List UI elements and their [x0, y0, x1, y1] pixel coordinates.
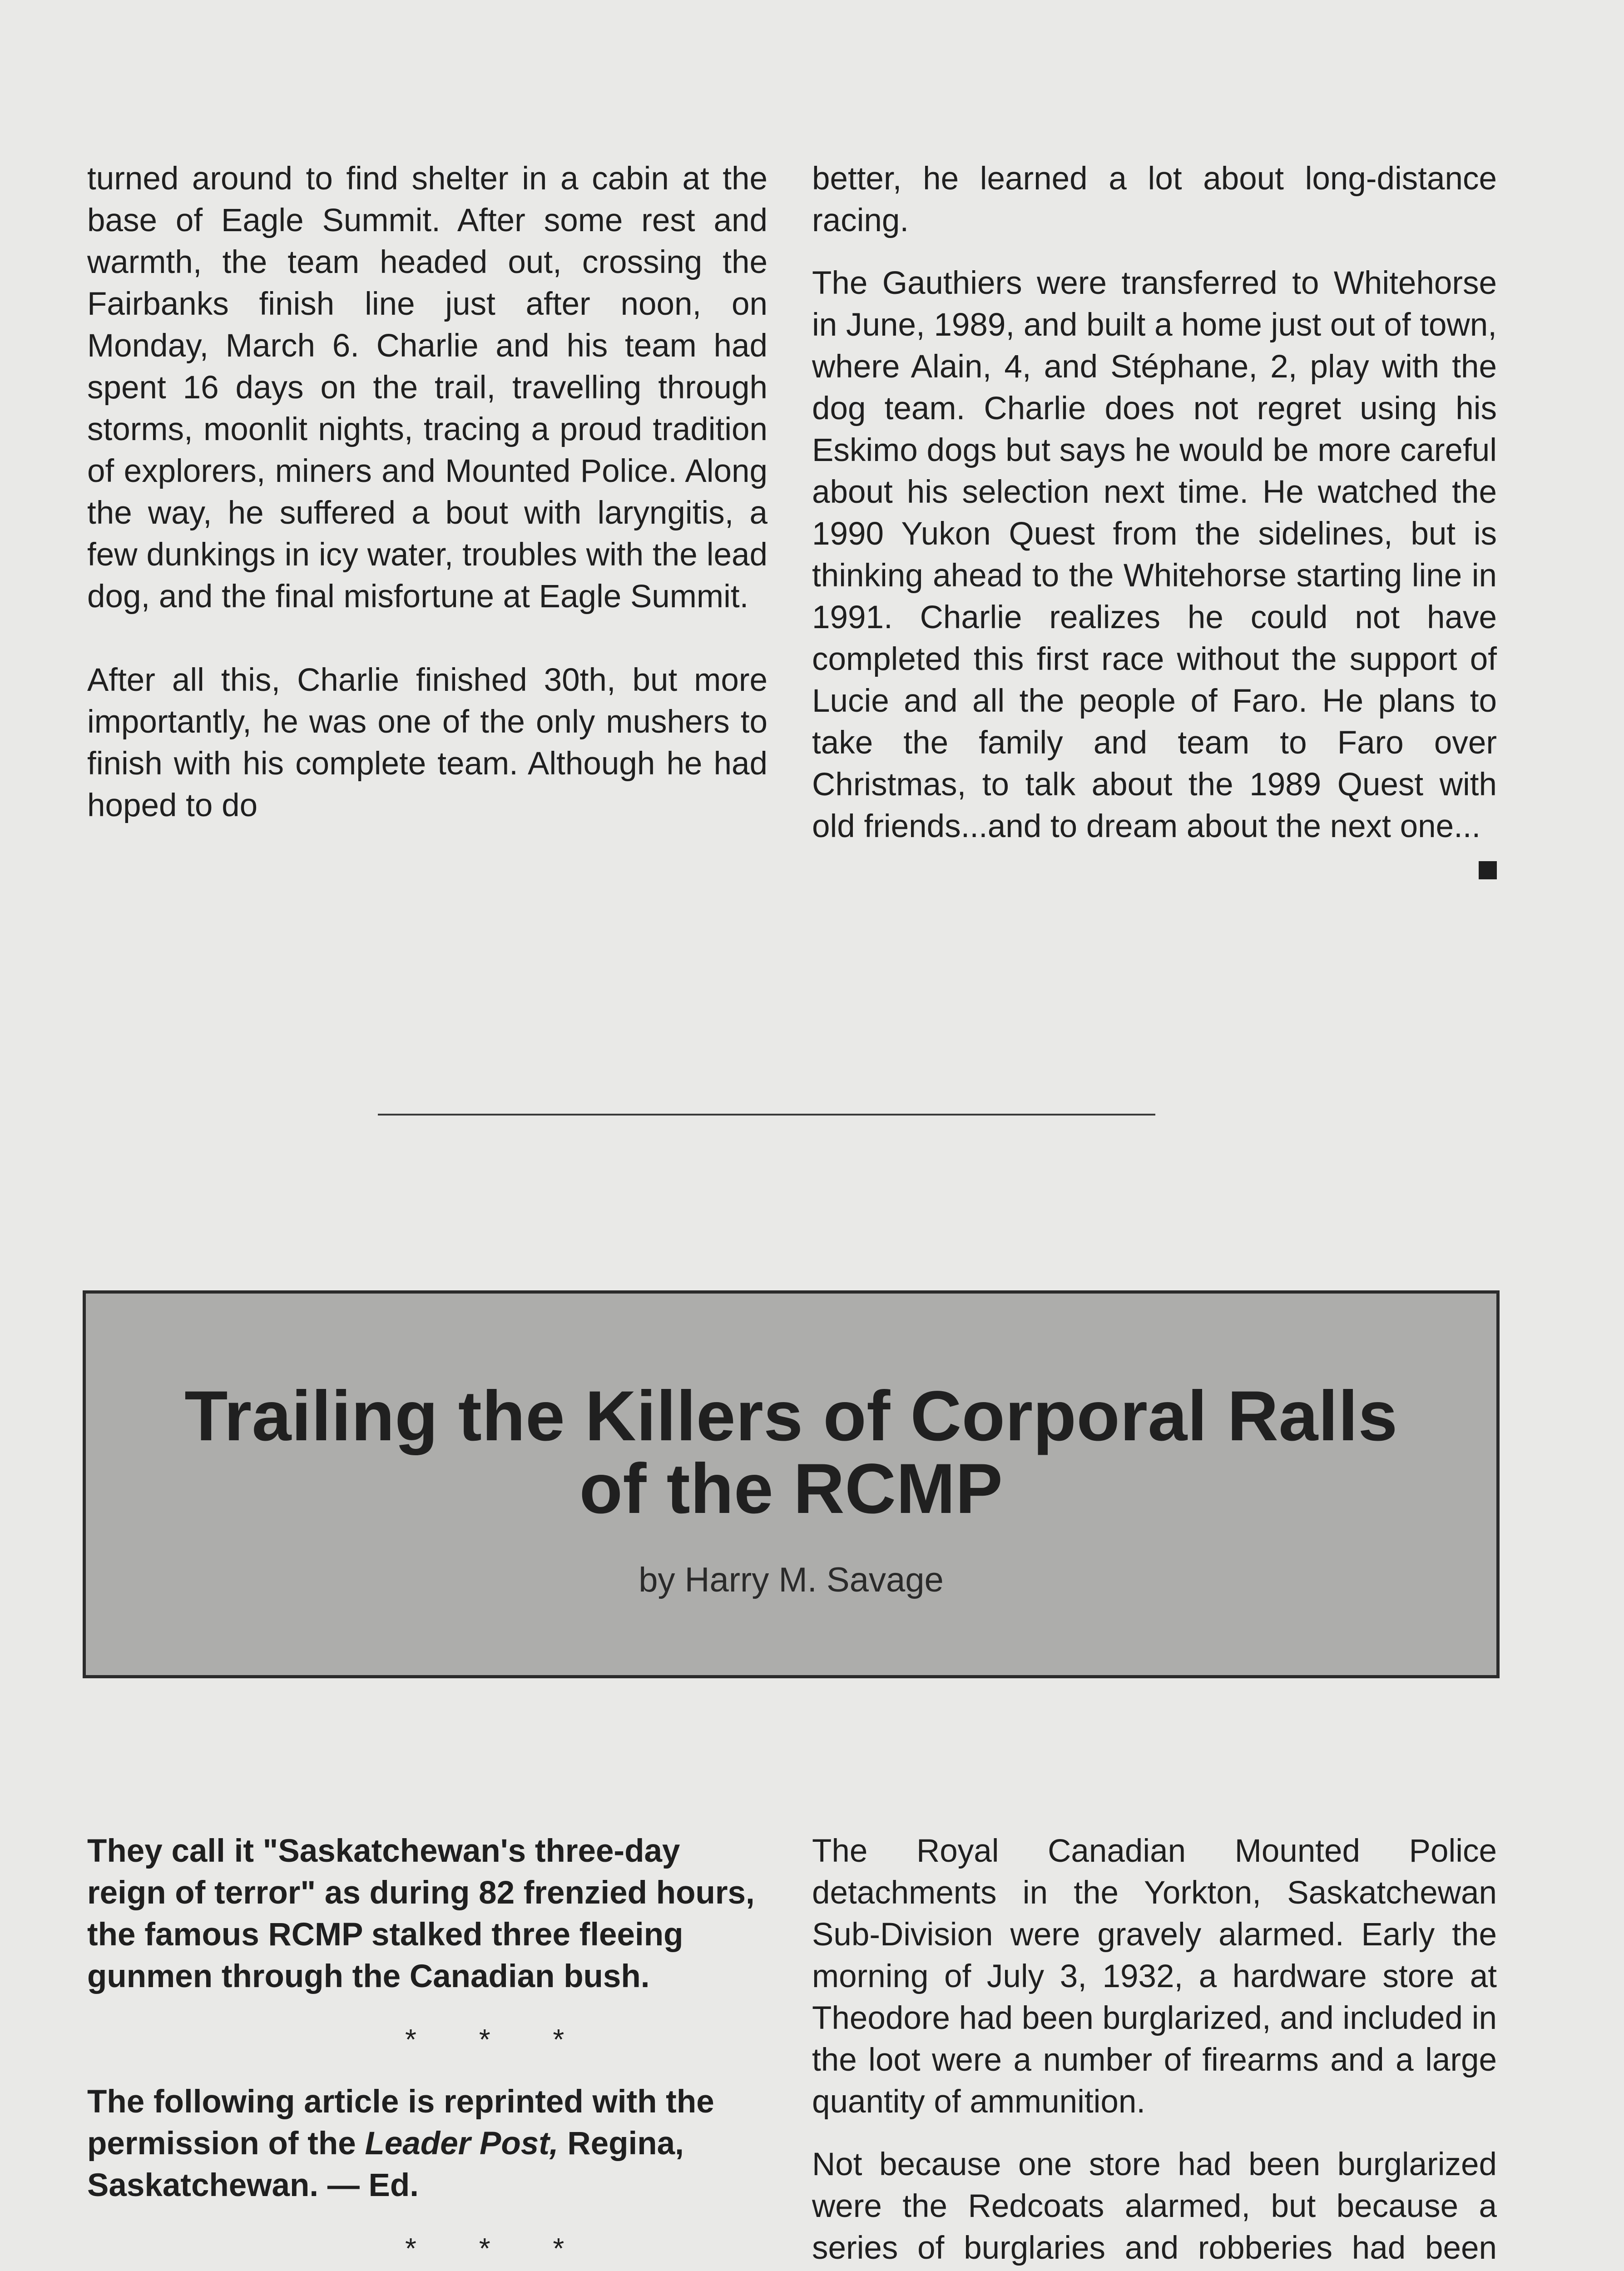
paragraph	[812, 263, 1497, 848]
paragraph: turned around to find shelter in a cabin at the base of Eagle Summit. After some rest and warmth, the team headed out, crossing the Fairbanks finish line just after noon, on Monday, March 6. Charlie and his team had spent 16 days on the trail, travelling through storms, moonlit nights, tracing a proud tradition of explorers, miners and Mounted Police. Along the way, he suffered a bout with laryngitis, a few dunkings in icy water, troubles with the lead dog, and the final misfortune at Eagle Summit.	[87, 161, 767, 615]
article-intro-column	[87, 1830, 767, 2269]
paragraph: After all this, Charlie finished 30th, but more importantly, he was one of the only mushers to finish with his complete team. Although he had hoped to do	[87, 662, 767, 823]
article-title	[86, 1377, 1496, 1528]
section-separator-stars: * * *	[405, 2232, 592, 2265]
article-title-line: of the RCMP	[579, 1449, 1003, 1528]
reprint-permission-text: Regina, Saskatchewan. — Ed.	[87, 2126, 684, 2203]
paragraph: better, he learned a lot about long-distance racing.	[812, 161, 1497, 238]
paragraph: The Royal Canadian Mounted Police detachments in the Yorkton, Saskatchewan Sub-Division were gravely alarmed. Early the morning of July 3, 1932, a hardware store at Theodore had been burglarized, and included in the loot were a number of firearms and a large quantity of ammunition.	[812, 1833, 1497, 2120]
article-title-box	[83, 1290, 1500, 1678]
reprint-permission-text: The following article is reprinted with the permission of the	[87, 2084, 714, 2162]
section-divider	[378, 1114, 1155, 1116]
end-of-article-square-icon	[1479, 861, 1497, 879]
paragraph-text: The Gauthiers were transferred to Whitehorse in June, 1989, and built a home just out of town, where Alain, 4, and Stéphane, 2, play with the dog team. Charlie does not regret using his Eskimo dogs but says he would be more careful about his selection next time. He watched the 1990 Yukon Quest from the sidelines, but is thinking ahead to the Whitehorse starting line in 1991. Charlie realizes he could not have completed this first race without the support of Lucie and all the people of Faro. He plans to take the family and team to Faro over Christmas, to talk about the 1989 Quest with old friends...and to dream about the next one...	[812, 265, 1497, 844]
reprint-permission-note	[87, 2081, 767, 2207]
paragraph: Not because one store had been burglarized were the Redcoats alarmed, but because a series of burglaries and robberies had been	[812, 2147, 1497, 2266]
article-body-column	[812, 1830, 1497, 2271]
section-separator-stars: * * *	[405, 2023, 592, 2056]
article-title-line: Trailing the Killers of Corporal Ralls	[184, 1377, 1398, 1456]
continued-article-right-column	[812, 158, 1497, 879]
publication-name: Leader Post,	[365, 2126, 559, 2162]
article-deck: They call it "Saskatchewan's three-day reign of terror" as during 82 frenzied hours, the famous RCMP stalked three fleeing gunmen through the Canadian bush.	[87, 1833, 755, 1994]
article-byline: by Harry M. Savage	[639, 1561, 944, 1599]
continued-article-left-column	[87, 158, 767, 827]
